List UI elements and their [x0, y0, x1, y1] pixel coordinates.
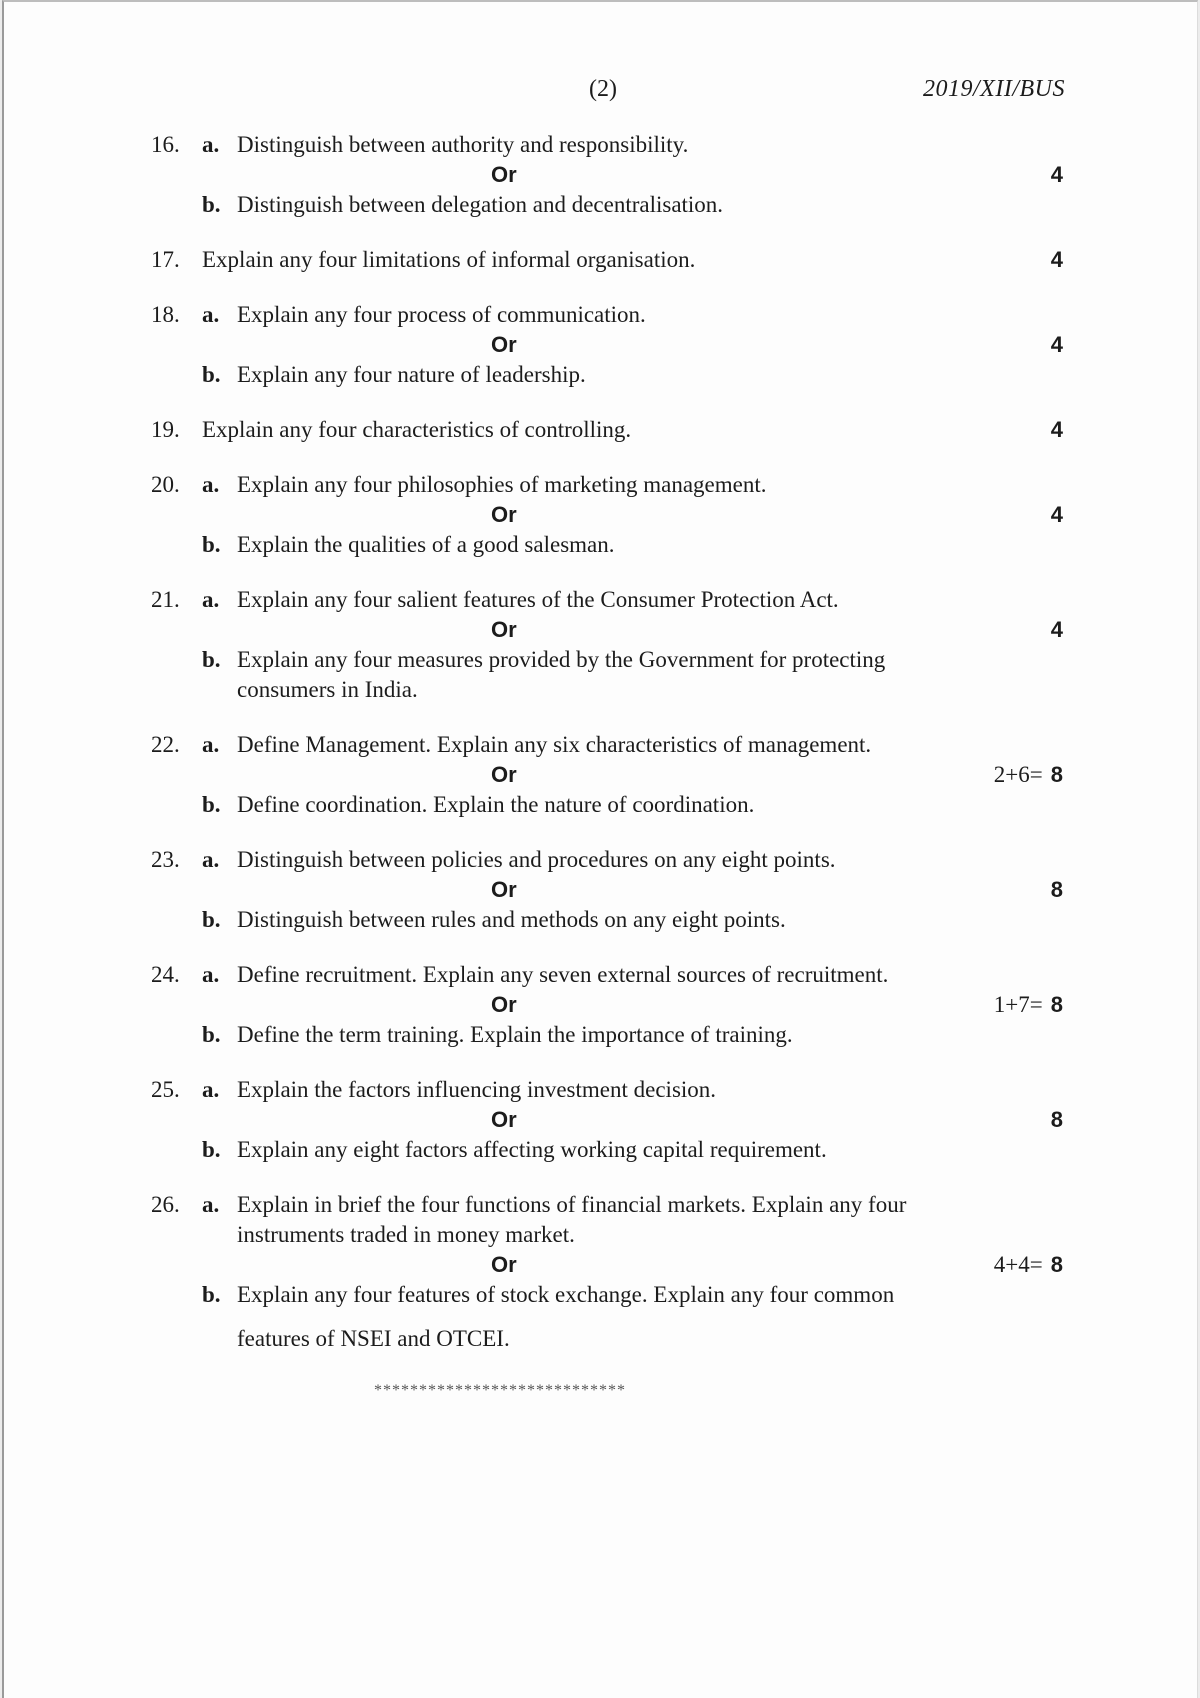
question-marks [1051, 160, 1063, 189]
question-marks [1051, 330, 1063, 359]
question-marks [1051, 415, 1063, 444]
marks-total: 8 [1050, 1252, 1063, 1277]
part-b-text: Explain any four measures provided by the Government for protecting [237, 647, 886, 672]
part-b-line [151, 360, 1063, 390]
or-line [151, 1105, 1063, 1135]
question-number: 19. [151, 417, 180, 442]
part-a-line [151, 1190, 1063, 1220]
part-a-label: a. [202, 302, 220, 327]
part-a-line [151, 1075, 1063, 1105]
part-a-text: Explain in brief the four functions of financial markets. Explain any four [237, 1192, 907, 1217]
question-text: Explain any four characteristics of controlling. [202, 417, 632, 442]
marks-total: 4 [1050, 417, 1063, 442]
or-separator: Or [491, 992, 517, 1017]
part-b-text: Explain any four nature of leadership. [237, 362, 586, 387]
or-separator: Or [491, 332, 517, 357]
part-a-label: a. [202, 587, 220, 612]
question-line [151, 245, 1063, 275]
question-number: 26. [151, 1192, 180, 1217]
paper-code: 2019/XII/BUS [923, 76, 1065, 102]
part-b-label: b. [202, 1282, 221, 1307]
part-a-label: a. [202, 962, 220, 987]
part-a-line [151, 960, 1063, 990]
or-separator: Or [491, 502, 517, 527]
marks-split: 2+6= [993, 762, 1043, 787]
or-separator: Or [491, 162, 517, 187]
part-a-text: Distinguish between policies and procedures on any eight points. [237, 847, 836, 872]
question-22 [151, 730, 1063, 820]
or-line [151, 1250, 1063, 1280]
marks-total: 4 [1050, 617, 1063, 642]
part-b-text: Explain any four features of stock exchange. Explain any four common [237, 1282, 895, 1307]
or-separator: Or [491, 617, 517, 642]
question-18 [151, 300, 1063, 390]
or-line [151, 330, 1063, 360]
part-b-text: Define the term training. Explain the importance of training. [237, 1022, 793, 1047]
marks-total: 4 [1050, 162, 1063, 187]
part-b-label: b. [202, 1022, 221, 1047]
part-b-line [151, 905, 1063, 935]
part-a-text: Explain the factors influencing investment decision. [237, 1077, 717, 1102]
part-a-label: a. [202, 472, 220, 497]
part-a-line [151, 470, 1063, 500]
part-a-text: Explain any four salient features of the Consumer Protection Act. [237, 587, 839, 612]
part-b-label: b. [202, 362, 221, 387]
part-b-label: b. [202, 192, 221, 217]
marks-total: 8 [1050, 877, 1063, 902]
question-21 [151, 585, 1063, 705]
question-text: Explain any four limitations of informal organisation. [202, 247, 696, 272]
question-marks [994, 990, 1063, 1019]
question-number: 16. [151, 132, 180, 157]
part-a-line [151, 585, 1063, 615]
question-marks [1051, 500, 1063, 529]
or-separator: Or [491, 762, 517, 787]
question-17 [151, 245, 1063, 275]
part-b-text: features of NSEI and OTCEI. [237, 1326, 510, 1351]
page-header [4, 76, 1197, 110]
question-23 [151, 845, 1063, 935]
part-b-line [151, 530, 1063, 560]
marks-total: 4 [1050, 332, 1063, 357]
part-a-label: a. [202, 847, 220, 872]
part-a-line [151, 130, 1063, 160]
question-number: 21. [151, 587, 180, 612]
question-26 [151, 1190, 1063, 1354]
question-number: 24. [151, 962, 180, 987]
part-b-line [151, 1135, 1063, 1165]
exam-page [2, 0, 1198, 1698]
marks-split: 4+4= [993, 1252, 1043, 1277]
or-line [151, 760, 1063, 790]
part-b-line [151, 1020, 1063, 1050]
question-marks [994, 1250, 1063, 1279]
part-a-text: Define Management. Explain any six characteristics of management. [237, 732, 872, 757]
part-a-line [151, 1220, 1063, 1250]
part-a-line [151, 730, 1063, 760]
part-b-line [151, 645, 1063, 675]
question-number: 18. [151, 302, 180, 327]
question-marks [1051, 875, 1063, 904]
question-marks [1051, 245, 1063, 274]
marks-total: 8 [1050, 762, 1063, 787]
part-a-line [151, 300, 1063, 330]
marks-total: 8 [1050, 1107, 1063, 1132]
part-a-line [151, 845, 1063, 875]
or-separator: Or [491, 877, 517, 902]
part-b-label: b. [202, 532, 221, 557]
part-b-line [151, 675, 1063, 705]
part-a-label: a. [202, 1192, 220, 1217]
end-of-paper-mark: **************************** [374, 1382, 626, 1399]
marks-total: 4 [1050, 502, 1063, 527]
question-20 [151, 470, 1063, 560]
question-marks [1051, 615, 1063, 644]
question-24 [151, 960, 1063, 1050]
part-a-text: Explain any four process of communication. [237, 302, 646, 327]
part-b-text: Define coordination. Explain the nature of coordination. [237, 792, 755, 817]
part-b-line [151, 790, 1063, 820]
question-19 [151, 415, 1063, 445]
marks-split: 1+7= [993, 992, 1043, 1017]
part-b-line [151, 190, 1063, 220]
marks-total: 4 [1050, 247, 1063, 272]
or-line [151, 160, 1063, 190]
question-marks [1051, 1105, 1063, 1134]
part-a-text: Explain any four philosophies of marketing management. [237, 472, 767, 497]
part-b-line [151, 1280, 1063, 1310]
question-number: 25. [151, 1077, 180, 1102]
part-a-label: a. [202, 732, 220, 757]
or-separator: Or [491, 1107, 517, 1132]
part-b-line [151, 1324, 1063, 1354]
or-line [151, 500, 1063, 530]
question-line [151, 415, 1063, 445]
part-b-text: consumers in India. [237, 677, 418, 702]
question-16 [151, 130, 1063, 220]
question-number: 22. [151, 732, 180, 757]
or-separator: Or [491, 1252, 517, 1277]
or-line [151, 990, 1063, 1020]
part-b-text: Explain the qualities of a good salesman. [237, 532, 615, 557]
question-number: 23. [151, 847, 180, 872]
question-list [151, 130, 1063, 1379]
question-number: 20. [151, 472, 180, 497]
part-a-text: Define recruitment. Explain any seven external sources of recruitment. [237, 962, 889, 987]
part-b-text: Distinguish between rules and methods on any eight points. [237, 907, 786, 932]
part-a-label: a. [202, 1077, 220, 1102]
part-a-text: instruments traded in money market. [237, 1222, 575, 1247]
part-b-label: b. [202, 792, 221, 817]
or-line [151, 875, 1063, 905]
question-25 [151, 1075, 1063, 1165]
part-a-label: a. [202, 132, 220, 157]
part-b-label: b. [202, 907, 221, 932]
page-number: (2) [589, 76, 617, 102]
question-marks [994, 760, 1063, 789]
marks-total: 8 [1050, 992, 1063, 1017]
part-a-text: Distinguish between authority and responsibility. [237, 132, 689, 157]
or-line [151, 615, 1063, 645]
part-b-text: Explain any eight factors affecting working capital requirement. [237, 1137, 827, 1162]
part-b-text: Distinguish between delegation and decentralisation. [237, 192, 724, 217]
part-b-label: b. [202, 647, 221, 672]
part-b-label: b. [202, 1137, 221, 1162]
question-number: 17. [151, 247, 180, 272]
